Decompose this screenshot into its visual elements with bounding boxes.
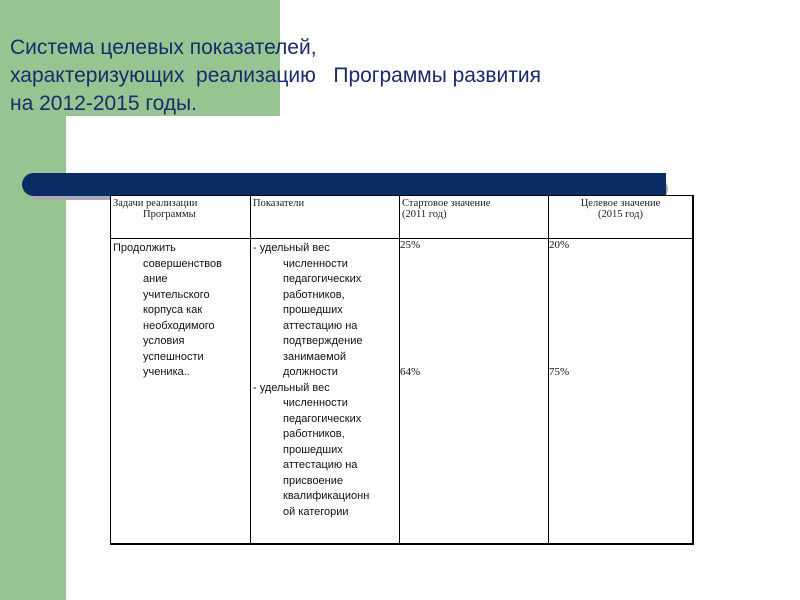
header-line: Показатели	[253, 198, 305, 209]
indicator-line: прошедших	[283, 304, 343, 316]
indicators-cell	[251, 239, 400, 544]
header-line: Задачи реализации	[113, 198, 198, 209]
start-value: 64%	[400, 366, 421, 378]
table-row	[111, 239, 693, 544]
header-line: Целевое значение	[580, 198, 661, 209]
task-cell	[111, 239, 251, 544]
header-tasks	[111, 196, 251, 239]
indicators-table	[110, 195, 693, 544]
indicator-line: ой категории	[283, 505, 349, 518]
indicator-line: прошедших	[283, 443, 343, 456]
header-target-value	[549, 196, 693, 239]
target-value: 75%	[549, 366, 570, 378]
header-line: (2015 год)	[598, 209, 643, 220]
task-line: необходимого	[143, 319, 215, 332]
header-start-value	[400, 196, 549, 239]
indicator-line: работников,	[283, 428, 345, 440]
decorative-navy-bar	[22, 173, 666, 196]
header-indicators	[251, 196, 400, 239]
title-line: характеризующих реализацию Программы развития	[10, 64, 541, 87]
indicators-table-wrapper	[110, 195, 694, 545]
indicator-line: педагогических	[283, 273, 362, 285]
indicator-line: аттестацию на	[283, 459, 358, 471]
header-line: (2011 год)	[402, 209, 447, 220]
title-line: Система целевых показателей,	[10, 36, 317, 59]
indicator-line: присвоение	[283, 474, 344, 487]
indicator-line: педагогических	[283, 412, 362, 425]
task-line: успешности	[143, 350, 204, 363]
start-value-cell	[400, 239, 549, 544]
start-value: 25%	[400, 239, 421, 251]
indicator-line: численности	[283, 397, 348, 409]
header-line: Программы	[143, 209, 196, 220]
indicator-line: аттестацию на	[283, 319, 358, 332]
indicator-line: подтверждение	[283, 335, 363, 347]
indicator-lead: - удельный вес	[253, 381, 330, 394]
task-line: Продолжить	[113, 242, 176, 254]
header-line: Стартовое значение	[402, 198, 491, 209]
task-line: ание	[143, 273, 168, 285]
indicator-line: численности	[283, 257, 348, 270]
target-value-cell	[549, 239, 693, 544]
task-line: учительского	[143, 288, 210, 301]
table-header-row	[111, 196, 693, 239]
indicator-line: работников,	[283, 288, 345, 301]
indicator-line: занимаемой	[283, 350, 347, 363]
target-value: 20%	[549, 239, 570, 251]
indicator-lead: - удельный вес	[253, 242, 330, 254]
slide-title	[10, 34, 710, 118]
indicator-line: квалификационн	[283, 490, 370, 502]
task-line: совершенствов	[143, 257, 222, 270]
title-line: на 2012-2015 годы.	[10, 92, 197, 115]
task-line: корпуса как	[143, 304, 203, 316]
task-line: ученика..	[143, 366, 190, 378]
indicator-line: должности	[283, 366, 338, 378]
task-line: условия	[143, 335, 185, 347]
